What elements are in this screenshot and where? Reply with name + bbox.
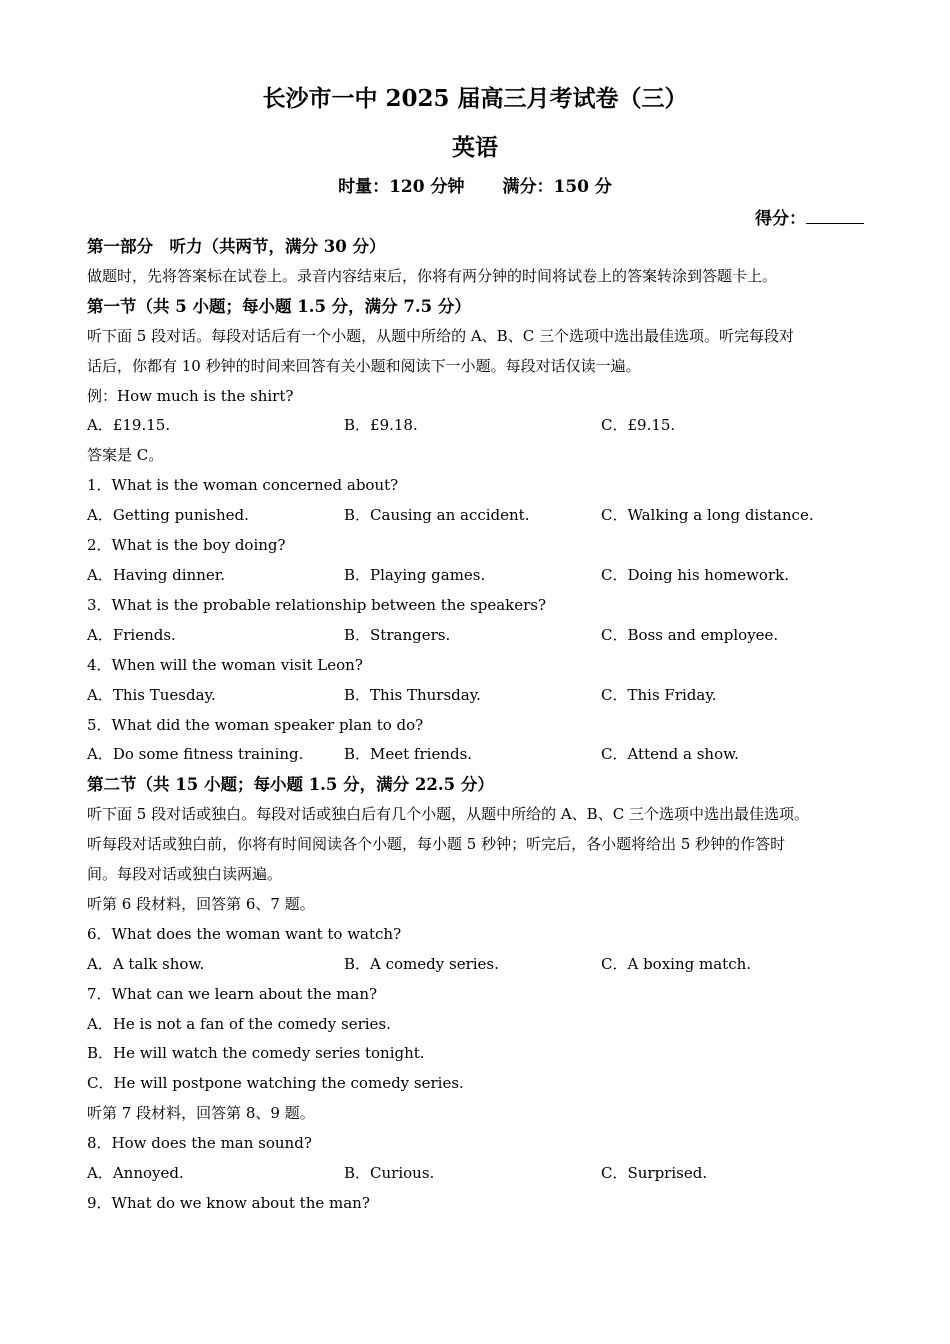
option-c: C．£9.15. [601,416,676,435]
option-c: C．A boxing match. [601,954,752,973]
option-a: A．A talk show. [87,954,205,973]
option-a: A．Annoyed. [87,1164,184,1183]
question-8: 8．How does the man sound? [87,1134,312,1153]
section1-heading: 第一节（共 5 小题；每小题 1.5 分，满分 7.5 分） [87,296,471,316]
exam-title: 长沙市一中 2025 届高三月考试卷（三） [262,85,688,112]
question-3-options [87,621,867,651]
option-c: C．This Friday. [601,685,717,704]
option-c: C．Boss and employee. [601,625,779,644]
section2-instruction-line-3: 间。每段对话或独白读两遍。 [87,865,283,884]
question-4-options [87,681,867,711]
option-b: B．This Thursday. [344,685,481,704]
full-score: 满分：150 分 [502,177,612,197]
material-7-note: 听第 7 段材料，回答第 8、9 题。 [87,1104,315,1123]
exam-meta [0,174,950,200]
exam-subject: 英语 [452,134,498,161]
option-b: B．£9.18. [344,416,418,435]
question-7-option-a: A．He is not a fan of the comedy series. [87,1014,391,1033]
question-7-option-b: B．He will watch the comedy series tonight. [87,1044,425,1063]
question-8-options [87,1159,867,1189]
time-limit: 时量：120 分钟 [338,177,465,197]
option-b: B．Curious. [344,1164,435,1183]
question-5-options [87,740,867,770]
question-3: 3．What is the probable relationship between the speakers? [87,595,547,614]
question-7: 7．What can we learn about the man? [87,984,378,1003]
question-4: 4．When will the woman visit Leon? [87,655,363,674]
option-b: B．Meet friends. [344,745,473,764]
option-a: A．Do some fitness training. [87,745,304,764]
score-label: 得分： [755,209,806,229]
option-b: B．Playing games. [344,565,486,584]
score-field [755,205,864,232]
option-b: B．A comedy series. [344,954,499,973]
question-6: 6．What does the woman want to watch? [87,924,402,943]
material-6-note: 听第 6 段材料，回答第 6、7 题。 [87,894,315,913]
option-a: A．Having dinner. [87,565,226,584]
section2-instruction-line-1: 听下面 5 段对话或独白。每段对话或独白后有几个小题，从题中所给的 A、B、C 三个选项中选出最佳选项。 [87,805,809,824]
option-a: A．Friends. [87,625,176,644]
question-2-options [87,561,867,591]
option-a: A．This Tuesday. [87,685,216,704]
example-answer: 答案是 C。 [87,446,164,465]
question-2: 2．What is the boy doing? [87,536,286,555]
option-b: B．Causing an accident. [344,506,530,525]
question-1: 1．What is the woman concerned about? [87,476,399,495]
question-6-options [87,950,867,980]
section1-instruction-line-2: 话后，你都有 10 秒钟的时间来回答有关小题和阅读下一小题。每段对话仅读一遍。 [87,356,641,375]
part1-heading: 第一部分 听力（共两节，满分 30 分） [87,237,386,256]
option-b: B．Strangers. [344,625,451,644]
question-5: 5．What did the woman speaker plan to do? [87,715,424,734]
option-a: A．£19.15. [87,416,171,435]
section2-heading: 第二节（共 15 小题；每小题 1.5 分，满分 22.5 分） [87,775,494,795]
option-c: C．Attend a show. [601,745,739,764]
question-1-options [87,501,867,531]
question-7-option-c: C．He will postpone watching the comedy series. [87,1074,464,1093]
section1-instruction-line-1: 听下面 5 段对话。每段对话后有一个小题，从题中所给的 A、B、C 三个选项中选出最佳选项。听完每段对 [87,326,794,345]
exam-content [87,232,867,1219]
section2-instruction-line-2: 听每段对话或独白前，你将有时间阅读各个小题，每小题 5 秒钟；听完后，各小题将给出 5 秒钟的作答时 [87,835,786,854]
option-c: C．Doing his homework. [601,565,789,584]
option-a: A．Getting punished. [87,506,249,525]
option-c: C．Walking a long distance. [601,506,814,525]
part1-instruction: 做题时，先将答案标在试卷上。录音内容结束后，你将有两分钟的时间将试卷上的答案转涂到答题卡上。 [87,266,778,285]
example-question: 例：How much is the shirt? [87,386,294,405]
score-blank [806,205,864,224]
question-9: 9．What do we know about the man? [87,1194,370,1212]
option-c: C．Surprised. [601,1164,708,1183]
example-options [87,411,867,441]
